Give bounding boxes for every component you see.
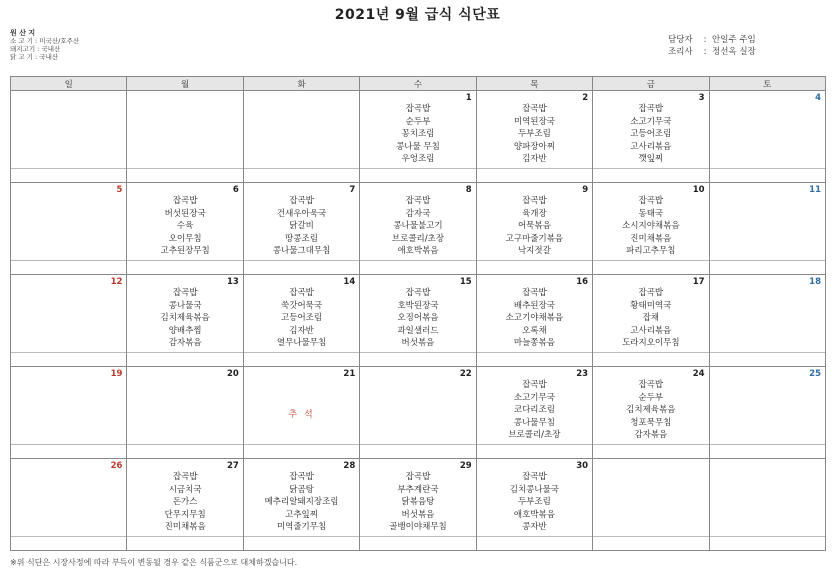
spacer-cell (243, 537, 359, 551)
menu-item: 열무나물무침 (276, 338, 327, 348)
spacer-cell (243, 261, 359, 275)
menu-item: 과일샐러드 (397, 325, 439, 336)
origin-line: 닭 고 기 : 국내산 (10, 53, 59, 61)
menu-list (477, 195, 592, 258)
day-number: 16 (576, 277, 589, 287)
menu-item: 콩나물무침 (513, 417, 555, 428)
menu-item: 브로콜리/초장 (391, 233, 445, 244)
menu-item: 김자반 (522, 154, 547, 164)
menu-item: 고구마줄기볶음 (505, 233, 564, 244)
day-cell (127, 183, 243, 261)
day-cell (593, 275, 709, 353)
day-cell (709, 183, 825, 261)
menu-item: 진미채볶음 (164, 522, 206, 532)
menu-item: 두부조림 (517, 497, 551, 507)
day-number: 2 (582, 93, 589, 103)
menu-item: 돈가스 (172, 497, 198, 507)
menu-list (360, 471, 475, 534)
menu-item: 콩나물불고기 (393, 221, 443, 231)
holiday-label: 추 석 (288, 410, 315, 420)
staff-value: 안일주 주임 (712, 35, 756, 45)
menu-item: 오징어볶음 (397, 313, 439, 323)
weekday-header: 목 (476, 77, 592, 91)
menu-item: 잡곡밥 (522, 472, 547, 482)
menu-item: 콩나물그대무침 (272, 246, 331, 256)
menu-item: 잡곡밥 (405, 288, 431, 298)
menu-item: 소고기무국 (630, 116, 672, 127)
menu-list (127, 471, 242, 534)
staff-sep: : (703, 47, 707, 57)
origin-heading: 원 산 지 (10, 29, 36, 37)
week-spacer-row (11, 537, 826, 551)
menu-item: 잡곡밥 (405, 196, 431, 206)
menu-item: 콩나물국 (168, 300, 202, 311)
menu-list (360, 287, 475, 350)
spacer-cell (127, 445, 243, 459)
staff-value: 정선옥 실장 (712, 47, 756, 57)
day-number: 22 (459, 369, 472, 379)
menu-item: 감자볶음 (634, 430, 668, 440)
menu-item: 양파장아찌 (513, 141, 555, 152)
menu-item: 애호박볶음 (397, 246, 439, 256)
menu-item: 브로콜리/초장 (508, 430, 561, 440)
menu-item: 부추계란국 (397, 484, 439, 495)
day-cell (11, 91, 127, 169)
day-cell (11, 367, 127, 445)
menu-item: 미역된장국 (513, 116, 555, 127)
day-cell (593, 91, 709, 169)
menu-item: 고등어조림 (630, 129, 672, 139)
day-number: 10 (692, 185, 705, 195)
week-row (11, 459, 826, 537)
day-number: 19 (110, 369, 123, 379)
menu-item: 잡곡밥 (172, 196, 198, 206)
day-number: 30 (576, 461, 589, 471)
day-cell (476, 459, 592, 537)
menu-item: 김치콩나물국 (509, 484, 560, 495)
day-cell (243, 183, 359, 261)
day-cell (593, 367, 709, 445)
menu-item: 잡곡밥 (522, 196, 547, 206)
day-cell (709, 91, 825, 169)
day-cell (127, 367, 243, 445)
menu-list (244, 471, 359, 534)
day-cell (476, 275, 592, 353)
staff-row (668, 46, 756, 58)
menu-item: 콩자반 (522, 522, 547, 532)
menu-item: 잡곡밥 (638, 196, 664, 206)
day-number: 9 (582, 185, 589, 195)
menu-list (477, 471, 592, 534)
menu-list (360, 195, 475, 258)
weekday-header: 수 (360, 77, 476, 91)
day-number: 27 (227, 461, 239, 471)
spacer-cell (243, 353, 359, 367)
day-number: 23 (576, 369, 589, 379)
menu-item: 꽁치조림 (401, 129, 435, 139)
spacer-cell (476, 353, 592, 367)
spacer-cell (360, 537, 476, 551)
menu-item: 고사리볶음 (630, 141, 672, 152)
staff-key: 담당자 (668, 35, 693, 45)
spacer-cell (127, 169, 243, 183)
menu-item: 애호박볶음 (513, 509, 555, 520)
footnote: ※위 식단은 시장사정에 따라 부득이 변동될 경우 같은 식품군으로 대체하겠습니다. (10, 558, 298, 567)
menu-item: 우엉조림 (401, 154, 435, 164)
day-cell (709, 275, 825, 353)
menu-item: 마늘쫑볶음 (513, 338, 555, 348)
meal-calendar (10, 76, 826, 551)
staff-row (668, 34, 756, 46)
menu-item: 닭볶음탕 (401, 497, 435, 507)
day-cell (127, 91, 243, 169)
menu-item: 잡채 (642, 313, 660, 323)
day-cell (476, 367, 592, 445)
menu-item: 잡곡밥 (522, 104, 547, 114)
day-cell (360, 275, 476, 353)
menu-item: 고추된장무침 (160, 246, 210, 256)
menu-item: 땅콩조림 (285, 233, 318, 244)
menu-item: 소고기무국 (513, 392, 555, 403)
day-number: 17 (692, 277, 705, 287)
day-cell (243, 275, 359, 353)
spacer-cell (11, 445, 127, 459)
menu-item: 수육 (176, 221, 194, 231)
week-row (11, 275, 826, 353)
day-number: 13 (227, 277, 239, 287)
day-cell (11, 275, 127, 353)
spacer-cell (476, 169, 592, 183)
spacer-cell (11, 261, 127, 275)
day-cell (476, 183, 592, 261)
spacer-cell (127, 537, 243, 551)
spacer-cell (709, 169, 825, 183)
spacer-cell (476, 445, 592, 459)
menu-item: 도라지오이무침 (622, 338, 680, 348)
spacer-cell (127, 353, 243, 367)
menu-list (477, 103, 592, 166)
menu-item: 잡곡밥 (522, 380, 547, 390)
day-number: 24 (692, 369, 705, 379)
weekday-header: 토 (709, 77, 825, 91)
menu-list (593, 379, 708, 442)
day-number: 25 (809, 369, 821, 379)
day-number: 6 (232, 185, 239, 195)
menu-list (360, 103, 475, 166)
spacer-cell (593, 169, 709, 183)
spacer-cell (360, 445, 476, 459)
menu-item: 단무지무침 (164, 509, 206, 520)
menu-item: 잡곡밥 (638, 104, 664, 114)
menu-item: 오이무침 (168, 233, 202, 244)
spacer-cell (709, 445, 825, 459)
weekday-header-row (11, 77, 826, 91)
day-number: 11 (809, 185, 821, 195)
weekday-header: 화 (243, 77, 359, 91)
day-cell (11, 183, 127, 261)
spacer-cell (11, 169, 127, 183)
day-number: 21 (343, 369, 356, 379)
week-spacer-row (11, 353, 826, 367)
day-number: 15 (459, 277, 472, 287)
day-cell (709, 459, 825, 537)
staff-info (668, 34, 756, 58)
day-cell (709, 367, 825, 445)
day-cell (593, 183, 709, 261)
spacer-cell (709, 353, 825, 367)
menu-item: 배추된장국 (513, 300, 555, 311)
origin-line: 돼지고기 : 국내산 (10, 45, 61, 53)
spacer-cell (360, 261, 476, 275)
day-cell (360, 91, 476, 169)
menu-item: 닭갈비 (289, 221, 314, 231)
staff-sep: : (703, 35, 707, 45)
day-cell (476, 91, 592, 169)
menu-item: 황태미역국 (630, 300, 672, 311)
menu-item: 순두부 (638, 392, 664, 403)
menu-list (593, 287, 708, 350)
menu-item: 소시지야채볶음 (622, 221, 680, 231)
origin-info (10, 29, 79, 61)
day-cell (127, 459, 243, 537)
day-number: 29 (459, 461, 472, 471)
spacer-cell (593, 445, 709, 459)
day-number: 8 (465, 185, 472, 195)
menu-item: 잡곡밥 (289, 288, 314, 298)
day-number: 28 (343, 461, 356, 471)
spacer-cell (243, 445, 359, 459)
menu-item: 순두부 (405, 116, 431, 127)
menu-list (244, 287, 359, 350)
spacer-cell (709, 261, 825, 275)
menu-item: 어묵볶음 (517, 221, 551, 231)
menu-item: 잡곡밥 (172, 472, 198, 482)
menu-item: 버섯볶음 (401, 509, 435, 520)
menu-item: 골뱅이야채무침 (389, 522, 447, 532)
menu-item: 감자국 (405, 208, 431, 219)
menu-item: 진미채볶음 (630, 233, 672, 244)
menu-item: 고추잎찌 (285, 509, 318, 520)
menu-item: 잡곡밥 (522, 288, 547, 298)
menu-item: 미역줄기무침 (276, 522, 327, 532)
menu-item: 파리고추무침 (626, 246, 676, 256)
menu-item: 버섯된장국 (164, 208, 206, 219)
spacer-cell (476, 261, 592, 275)
spacer-cell (11, 353, 127, 367)
menu-list (593, 103, 708, 166)
menu-list (127, 195, 242, 258)
day-number: 1 (465, 93, 472, 103)
menu-item: 잡곡밥 (405, 104, 431, 114)
menu-item: 버섯볶음 (401, 338, 435, 348)
menu-list (127, 287, 242, 350)
spacer-cell (243, 169, 359, 183)
menu-item: 콩나물 무침 (396, 141, 440, 152)
week-row (11, 183, 826, 261)
day-cell (593, 459, 709, 537)
menu-item: 잡곡밥 (289, 196, 314, 206)
day-cell (243, 91, 359, 169)
spacer-cell (593, 537, 709, 551)
spacer-cell (476, 537, 592, 551)
menu-list (477, 287, 592, 350)
weekday-header: 일 (11, 77, 127, 91)
week-spacer-row (11, 445, 826, 459)
menu-item: 감자볶음 (168, 338, 202, 348)
calendar-body (11, 91, 826, 551)
menu-list (593, 195, 708, 258)
day-number: 20 (227, 369, 239, 379)
menu-item: 쑥갓어묵국 (281, 300, 323, 311)
spacer-cell (360, 169, 476, 183)
page-title: 2021년 9월 급식 식단표 (334, 7, 501, 23)
weekday-header: 금 (593, 77, 709, 91)
menu-item: 잡곡밥 (638, 288, 664, 298)
day-cell (127, 275, 243, 353)
menu-list (477, 379, 592, 442)
origin-line: 소 고 기 : 미국산/호주산 (10, 37, 80, 45)
weekday-header: 월 (127, 77, 243, 91)
day-cell (360, 367, 476, 445)
day-cell (243, 459, 359, 537)
day-number: 3 (698, 93, 705, 103)
menu-item: 잡곡밥 (638, 380, 664, 390)
menu-item: 김치제육볶음 (160, 313, 210, 323)
menu-item: 시금치국 (168, 484, 202, 495)
menu-item: 청포묵무침 (630, 417, 672, 428)
day-cell (360, 183, 476, 261)
day-number: 5 (116, 185, 123, 195)
week-row (11, 91, 826, 169)
menu-item: 잡곡밥 (172, 288, 198, 298)
menu-item: 깻잎찌 (638, 154, 664, 164)
menu-item: 고사리볶음 (630, 325, 672, 336)
menu-item: 고등어조림 (281, 313, 323, 323)
menu-item: 육개장 (522, 208, 547, 219)
day-number: 12 (110, 277, 123, 287)
menu-list (244, 195, 359, 258)
menu-item: 코다리조림 (513, 405, 555, 415)
spacer-cell (709, 537, 825, 551)
spacer-cell (360, 353, 476, 367)
day-cell (11, 459, 127, 537)
menu-item: 건새우아욱국 (276, 208, 327, 219)
spacer-cell (593, 353, 709, 367)
week-spacer-row (11, 261, 826, 275)
week-spacer-row (11, 169, 826, 183)
day-number: 4 (815, 93, 821, 103)
day-number: 7 (349, 185, 356, 195)
menu-item: 메추리알돼지장조림 (264, 497, 339, 507)
day-number: 18 (809, 277, 821, 287)
day-cell (360, 459, 476, 537)
menu-item: 김자반 (289, 325, 314, 336)
menu-item: 오록채 (522, 325, 547, 336)
day-number: 26 (110, 461, 123, 471)
day-cell (243, 367, 359, 445)
spacer-cell (127, 261, 243, 275)
staff-key: 조리사 (668, 47, 693, 57)
day-number: 14 (343, 277, 356, 287)
menu-item: 낙지젓갈 (517, 246, 551, 256)
spacer-cell (11, 537, 127, 551)
menu-item: 두부조림 (517, 129, 551, 139)
menu-item: 호박된장국 (397, 300, 439, 311)
menu-item: 소고기야채볶음 (505, 313, 564, 323)
menu-item: 잡곡밥 (405, 472, 431, 482)
menu-item: 닭곰탕 (289, 484, 314, 495)
menu-item: 잡곡밥 (289, 472, 314, 482)
spacer-cell (593, 261, 709, 275)
menu-item: 양배추찜 (168, 325, 202, 336)
week-row (11, 367, 826, 445)
menu-item: 김치제육볶음 (626, 405, 676, 415)
menu-item: 동태국 (638, 208, 664, 219)
